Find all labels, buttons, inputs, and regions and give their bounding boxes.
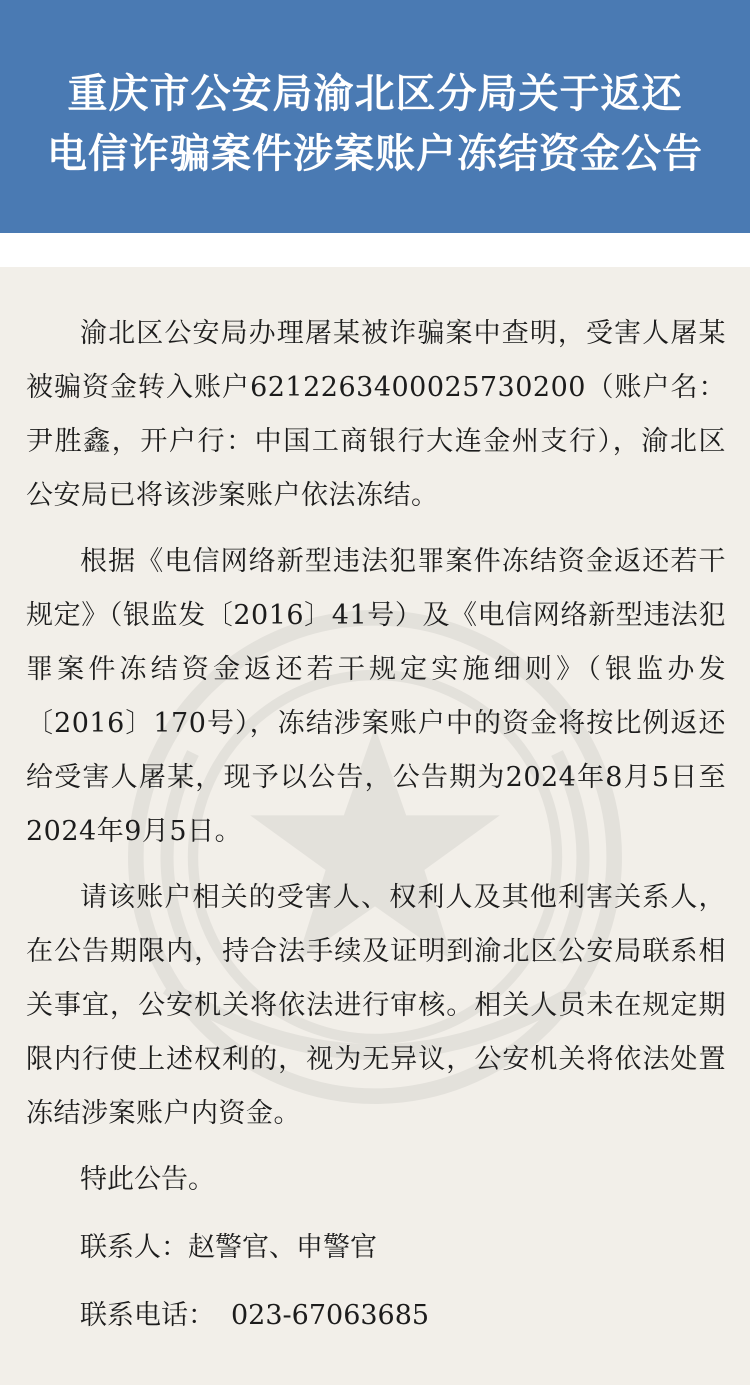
contact-phone-number: 023-67063685 (231, 1300, 430, 1331)
closing-text: 特此公告。 (80, 1164, 215, 1195)
title-line-2: 电信诈骗案件涉案账户冻结资金公告 (47, 131, 703, 177)
paragraph-case-details: 渝北区公安局办理屠某被诈骗案中查明，受害人屠某被骗资金转入账户6212263400025730200（账户名：尹胜鑫，开户行：中国工商银行大连金州支行），渝北区公安局已将该涉案账户依法冻结。 (26, 318, 726, 511)
paragraph-instructions: 请该账户相关的受害人、权利人及其他利害关系人，在公告期限内，持合法手续及证明到渝北区公安局联系相关事宜，公安机关将依法进行审核。相关人员未在规定期限内行使上述权利的，视为无异议，公安机关将依法处置冻结涉案账户内资金。 (26, 882, 726, 1129)
contact-phone-label: 联系电话： (80, 1300, 215, 1331)
contact-phone-line (26, 1289, 726, 1343)
contact-person: 联系人：赵警官、申警官 (80, 1232, 377, 1263)
paragraph-legal-basis: 根据《电信网络新型违法犯罪案件冻结资金返还若干规定》（银监发〔2016〕41号）及《电信网络新型违法犯罪案件冻结资金返还若干规定实施细则》（银监办发〔2016〕170号），冻结涉案账户中的资金将按比例返还给受害人屠某，现予以公告，公告期为2024年8月5日至2024年9月5日。 (26, 546, 726, 847)
notice-header (0, 0, 750, 233)
title-line-1: 重庆市公安局渝北区分局关于返还 (67, 71, 683, 117)
notice-body (0, 267, 750, 1385)
header-separator (0, 233, 750, 267)
notice-content (26, 307, 726, 1357)
